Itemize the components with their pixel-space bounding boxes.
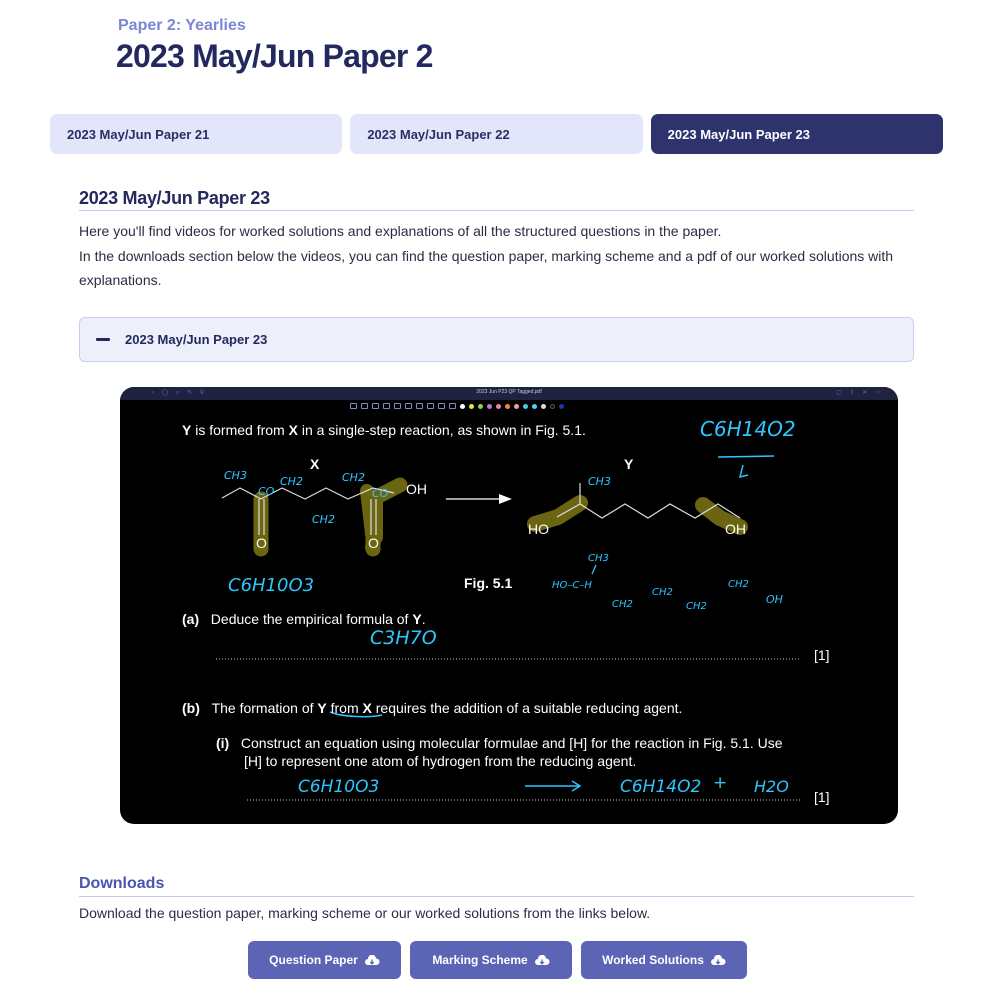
part-a-mark: [1] [814,647,830,663]
tab-paper-22[interactable]: 2023 May/Jun Paper 22 [350,114,642,154]
marking-scheme-label: Marking Scheme [432,953,528,967]
handwritten-ch3-y: CH3 [588,475,611,488]
breadcrumb-eyebrow: Paper 2: Yearlies [118,17,246,34]
handwritten-plus: + [713,773,728,793]
handwritten-x-formula: C6H10O3 [228,575,315,596]
handwritten-ch2-b3: CH2 [686,601,707,612]
part-bi-question-line1: (i) Construct an equation using molecular formulae and [H] for the reaction in Fig. 5.1. Use [216,735,783,751]
tab-paper-23[interactable]: 2023 May/Jun Paper 23 [651,114,943,154]
handwritten-co-2: CO [372,487,389,500]
cloud-download-icon [364,955,380,966]
part-b-question: (b) The formation of Y from X requires the addition of a suitable reducing agent. [182,700,683,716]
handwritten-co-1: CO [258,485,275,498]
handwritten-y-formula: C6H14O2 [700,417,796,441]
paper-tabs [50,114,943,154]
question-paper-button[interactable] [248,941,401,979]
handwritten-ch2-x3: CH2 [312,513,335,526]
structure-x-o1: O [256,535,267,551]
downloads-divider [79,896,914,897]
handwritten-water: H2O [754,777,789,796]
tab-paper-21[interactable]: 2023 May/Jun Paper 21 [50,114,342,154]
figure-label: Fig. 5.1 [464,575,513,591]
structure-x-oh: OH [406,481,427,497]
structure-y-label: Y [624,456,634,472]
accordion-label: 2023 May/Jun Paper 23 [125,332,268,347]
cloud-download-icon [710,955,726,966]
question-paper-label: Question Paper [269,953,358,967]
download-buttons [248,941,747,979]
part-bi-mark: [1] [814,789,830,805]
part-bi-question-line2: [H] to represent one atom of hydrogen from the reducing agent. [244,753,637,769]
handwritten-equation-right: C6H14O2 [620,777,702,797]
document-title: 2023 Jun P23 QP Tagged.pdf [476,389,542,395]
section-divider [79,210,914,211]
worked-solutions-button[interactable] [581,941,747,979]
structure-x-label: X [310,456,320,472]
page-title: 2023 May/Jun Paper 2 [116,38,433,74]
downloads-title: Downloads [79,875,165,892]
section-title: 2023 May/Jun Paper 23 [79,188,270,208]
handwritten-ch2-b2: CH2 [652,587,673,598]
handwritten-ch2-x2: CH2 [342,471,365,484]
marking-scheme-button[interactable] [410,941,572,979]
section-intro-line1: Here you'll find videos for worked solutions and explanations of all the structured questions in the paper. [79,223,722,239]
app-window-icons: ▢ ⇪ ✕ ⋯ [836,390,884,396]
handwritten-ch3-branch: CH3 [588,553,609,564]
video-player[interactable] [120,387,898,824]
video-accordion-header[interactable] [79,317,914,362]
part-a-question: (a) Deduce the empirical formula of Y. [182,611,426,627]
handwritten-empirical-answer: C3H7O [370,627,437,649]
structure-y-oh: OH [725,521,746,537]
structure-y-ho: HO [528,521,549,537]
handwritten-ch3-x: CH3 [224,469,247,482]
cloud-download-icon [534,955,550,966]
handwritten-ch2-b4: CH2 [728,579,749,590]
collapse-icon [96,338,110,341]
handwritten-ch2-b1: CH2 [612,599,633,610]
question-intro: Y is formed from X in a single-step reaction, as shown in Fig. 5.1. [182,422,586,438]
section-intro-line2: In the downloads section below the videos, you can find the question paper, marking scheme and a pdf of our worked solutions with explanations. [79,248,894,288]
downloads-description: Download the question paper, marking scheme or our worked solutions from the links below. [79,905,651,921]
handwritten-ch2-x1: CH2 [280,475,303,488]
handwritten-ho-c-h: HO–C–H [552,580,592,591]
handwritten-oh-b: OH [766,593,783,606]
app-nav-icons: ‹ ◯ ⌕ ✎ ⚲ [152,390,208,396]
structure-x-o2: O [368,535,379,551]
worked-solutions-label: Worked Solutions [602,953,704,967]
handwritten-equation-left: C6H10O3 [298,777,380,797]
